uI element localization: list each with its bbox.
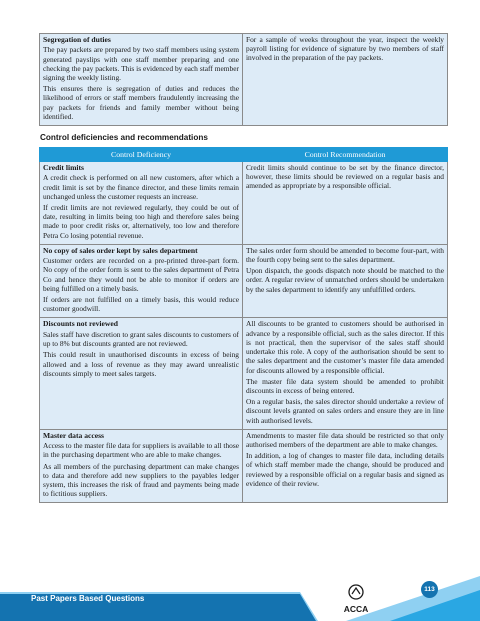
recommendation-cell xyxy=(243,162,448,245)
cell-paragraph: Upon dispatch, the goods dispatch note should be matched to the order. A regular review of unmatched orders should be undertaken by the sales department to identify any unfulfilled orders. xyxy=(246,266,444,294)
deficiency-cell xyxy=(40,429,243,503)
cell-paragraph: The sales order form should be amended to become four-part, with the fourth copy being sent to the sales department. xyxy=(246,245,444,265)
deficiency-cell xyxy=(40,244,243,318)
cell-paragraph: The master file data system should be amended to prohibit discounts in excess of being entered. xyxy=(246,376,444,395)
table-row xyxy=(40,429,448,503)
cell-paragraph: Sales staff have discretion to grant sales discounts to customers of up to 8% but discounts granted are not reviewed. xyxy=(43,329,239,349)
cell-paragraph: As all members of the purchasing department can make changes to data and therefore add new suppliers to the payables ledger system, this increases the risk of fraud and payments being made to fictitious suppliers. xyxy=(43,461,239,499)
column-header-recommendation: Control Recommendation xyxy=(243,148,448,162)
table-header-row xyxy=(40,148,448,162)
segregation-right-cell xyxy=(243,34,448,126)
table-row xyxy=(40,162,448,245)
logo-text: ACCA xyxy=(343,604,369,614)
cell-paragraph: The pay packets are prepared by two staff members using system generated payslips with one staff member preparing and one checking the pay packets. This is evidenced by each staff member signing the weekly listing. xyxy=(43,45,239,83)
recommendation-cell xyxy=(243,318,448,429)
cell-paragraph: On a regular basis, the sales director should undertake a review of discount levels granted on sales orders and ensure they are in line with authorised levels. xyxy=(246,397,444,425)
deficiency-cell xyxy=(40,318,243,429)
row-heading: Master data access xyxy=(43,430,105,440)
cell-paragraph: Credit limits should continue to be set by the finance director, however, these limits should be reviewed on a regular basis and amended as appropriate by a responsible official. xyxy=(246,163,444,191)
row-heading: Credit limits xyxy=(43,163,84,173)
cell-paragraph: Access to the master file data for suppliers is available to all those in the purchasing department who are able to make changes. xyxy=(43,441,239,460)
footer-label: Past Papers Based Questions xyxy=(31,594,145,603)
cell-paragraph: For a sample of weeks throughout the year, inspect the weekly payroll listing for evidence of signature by two members of staff involved in the preparation of the pay packets. xyxy=(246,35,444,63)
recommendation-cell xyxy=(243,429,448,503)
acca-logo xyxy=(341,581,371,617)
control-deficiencies-table xyxy=(39,147,448,503)
logo-emblem-mark xyxy=(352,588,360,594)
row-heading: Discounts not reviewed xyxy=(43,319,118,329)
recommendation-cell xyxy=(243,244,448,318)
cell-paragraph: This could result in unauthorised discounts in excess of being allowed and a loss of revenue as they may award unrealistic discounts simply to meet sales targets. xyxy=(43,350,239,378)
cell-paragraph: If credit limits are not reviewed regularly, they could be out of date, resulting in limits being too high and therefore sales being made to poor credit risks or, alternatively, too low and therefore Petra Co losing potential revenue. xyxy=(43,203,239,240)
page-number: 113 xyxy=(421,581,438,598)
deficiency-cell xyxy=(40,162,243,245)
cell-paragraph: All discounts to be granted to customers should be authorised in advance by a responsible official, such as the sales director. If this is not practical, then the supervisor of the sales staff should undertake this role. A copy of the authorisation should be sent to the sales department and the customer’s master file data amended for discounts allowed by a responsible official. xyxy=(246,319,444,375)
segregation-table xyxy=(39,33,448,126)
page-content xyxy=(39,33,444,503)
cell-paragraph: A credit check is performed on all new customers, after which a credit limit is set by the finance director, and these limits remain unchanged unless the customer requests an increase. xyxy=(43,173,239,201)
row-heading: No copy of sales order kept by sales department xyxy=(43,245,198,255)
cell-paragraph: Amendments to master file data should be restricted so that only authorised members of the department are able to make changes. xyxy=(246,430,444,449)
segregation-left-cell xyxy=(40,34,243,126)
table-row xyxy=(40,244,448,318)
cell-paragraph: In addition, a log of changes to master file data, including details of which staff member made the change, should be produced and reviewed by a responsible official on a regular basis and signed as evidence of their review. xyxy=(246,451,444,488)
cell-paragraph: This ensures there is segregation of duties and reduces the likelihood of errors or staff members fraudulently increasing the pay packets for friends and family member without being identified. xyxy=(43,84,239,121)
table-row xyxy=(40,318,448,429)
column-header-deficiency: Control Deficiency xyxy=(40,148,243,162)
cell-paragraph: If orders are not fulfilled on a timely basis, this would reduce customer goodwill. xyxy=(43,295,239,314)
table-row xyxy=(40,34,448,126)
section-title: Control deficiencies and recommendations xyxy=(40,133,208,143)
cell-paragraph: Customer orders are recorded on a pre-printed three-part form. No copy of the order form is sent to the sales department of Petra Co and hence they would not be able to monitor if orders are being fulfilled on a timely basis. xyxy=(43,256,239,293)
row-heading: Segregation of duties xyxy=(43,35,111,44)
